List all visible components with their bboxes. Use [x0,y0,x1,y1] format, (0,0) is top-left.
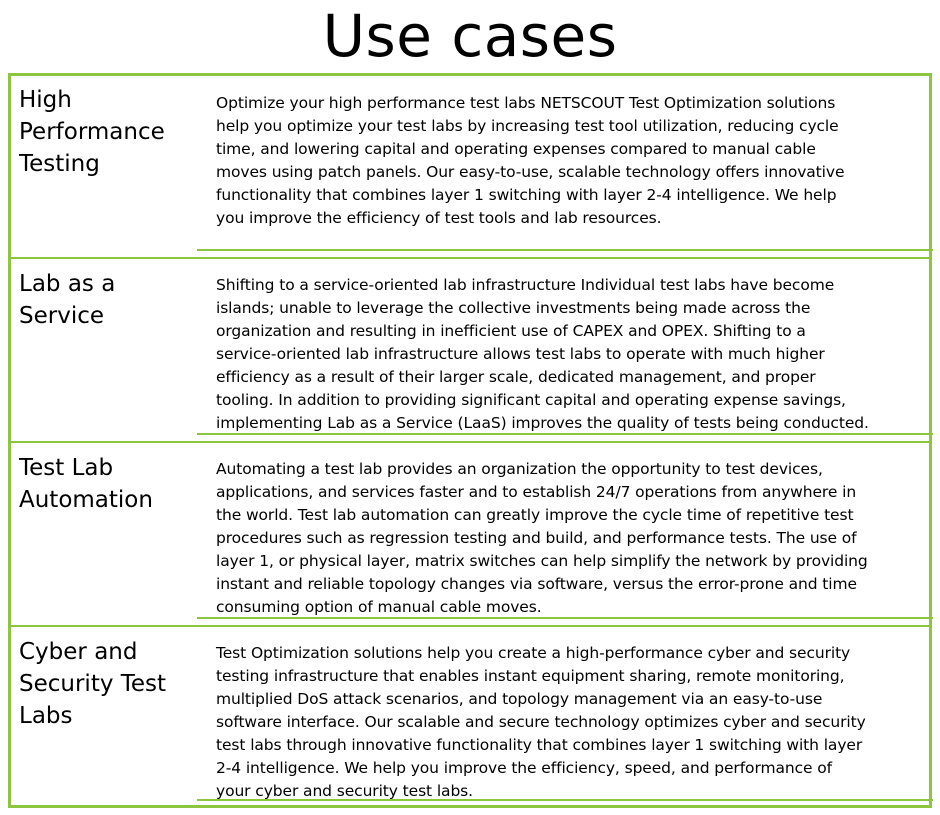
row-divider [11,257,929,259]
row-divider [11,625,929,627]
description-underline [197,799,933,801]
description-underline [197,617,933,619]
use-cases-table [8,73,932,808]
use-case-description-cyber-and-security-test-labs: Test Optimization solutions help you create a high-performance cyber and security testing infrastructure that enables instant equipment sharing, remote monitoring, multiplied DoS attack scenarios, and topology management via an easy-to-use software interface. Our scalable and secure technology optimizes cyber and security test labs through innovative functionality that combines layer 1 switching with layer 2-4 intelligence. We help you improve the efficiency, speed, and performance of your cyber and security test labs. [216,644,866,800]
use-case-label-cyber-and-security-test-labs: Cyber and Security Test Labs [19,639,167,729]
description-underline [197,433,933,435]
description-underline [197,249,933,251]
use-case-label-test-lab-automation: Test Lab Automation [19,455,153,513]
use-case-description-test-lab-automation: Automating a test lab provides an organization the opportunity to test devices, applications, and services faster and to establish 24/7 operations from anywhere in the world. Test lab automation can greatly improve the cycle time of repetitive test procedures such as regression testing and build, and performance tests. The use of layer 1, or physical layer, matrix switches can help simplify the network by providing instant and reliable topology changes via software, versus the error-prone and time consuming option of manual cable moves. [216,460,868,616]
use-case-label-lab-as-a-service: Lab as a Service [19,271,116,329]
row-divider [11,441,929,443]
use-case-label-high-performance-testing: High Performance Testing [19,87,165,177]
use-case-description-lab-as-a-service: Shifting to a service-oriented lab infrastructure Individual test labs have become islands; unable to leverage the collective investments being made across the organization and resulting in inefficient use of CAPEX and OPEX. Shifting to a service-oriented lab infrastructure allows test labs to operate with much higher efficiency as a result of their larger scale, dedicated management, and proper tooling. In addition to providing significant capital and operating expense savings, implementing Lab as a Service (LaaS) improves the quality of tests being conducted. [216,276,869,432]
page-title: Use cases [322,2,618,70]
use-case-description-high-performance-testing: Optimize your high performance test labs NETSCOUT Test Optimization solutions help you optimize your test labs by increasing test tool utilization, reducing cycle time, and lowering capital and operating expenses compared to manual cable moves using patch panels. Our easy-to-use, scalable technology offers innovative functionality that combines layer 1 switching with layer 2-4 intelligence. We help you improve the efficiency of test tools and lab resources. [216,94,845,227]
